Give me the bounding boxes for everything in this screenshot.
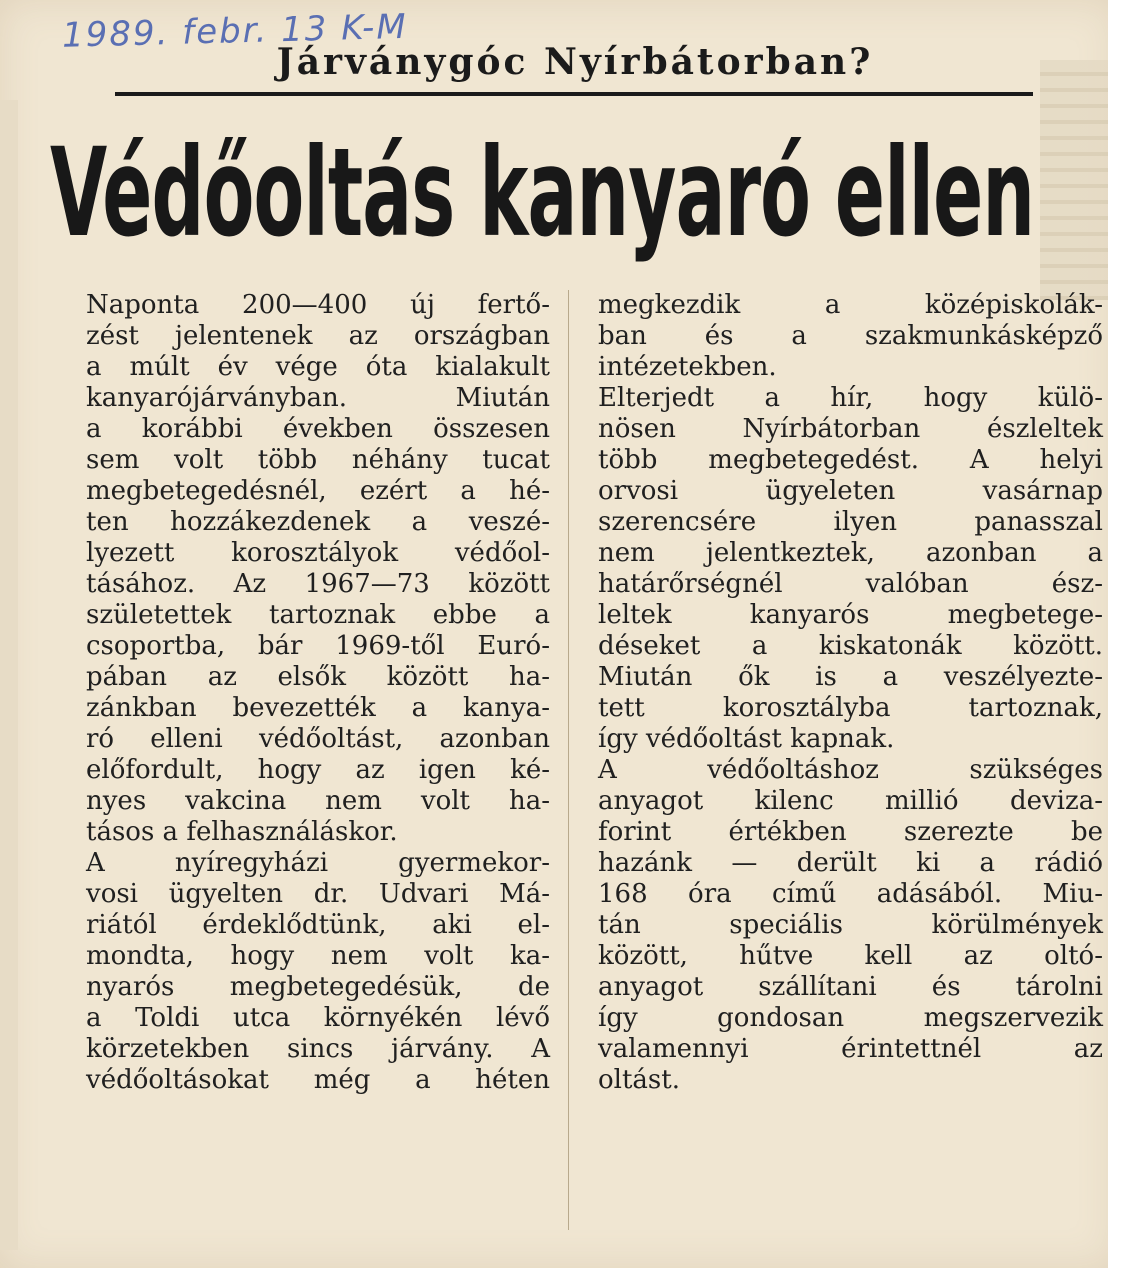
text-line: nyarós megbetegedésük, de bbox=[86, 972, 550, 1002]
text-line: tán speciális körülmények bbox=[598, 910, 1103, 940]
text-line: forint értékben szerezte be bbox=[598, 817, 1103, 847]
text-line: 168 óra című adásából. Miu- bbox=[598, 879, 1103, 909]
text-line: mondta, hogy nem volt ka- bbox=[86, 941, 550, 971]
text-line: intézetekben. bbox=[598, 352, 777, 382]
text-line: A nyíregyházi gyermekor- bbox=[86, 848, 550, 878]
article-column-right bbox=[598, 290, 1103, 1096]
text-line: tásához. Az 1967—73 között bbox=[86, 569, 550, 599]
text-line: így gondosan megszervezik bbox=[598, 1003, 1103, 1033]
text-line: a korábbi években összesen bbox=[86, 414, 550, 444]
text-line: Naponta 200—400 új fertő- bbox=[86, 290, 550, 320]
text-line: a múlt év vége óta kialakult bbox=[86, 352, 550, 382]
text-line: Elterjedt a hír, hogy külö- bbox=[598, 383, 1103, 413]
text-line: kanyarójárványban. Miután bbox=[86, 383, 550, 413]
text-line: szerencsére ilyen panasszal bbox=[598, 507, 1103, 537]
article-column-left bbox=[86, 290, 550, 1096]
text-line: nyes vakcina nem volt ha- bbox=[86, 786, 550, 816]
text-line: Miután ők is a veszélyezte- bbox=[598, 662, 1103, 692]
text-line: valamennyi érintettnél az bbox=[598, 1034, 1103, 1064]
text-line: anyagot szállítani és tárolni bbox=[598, 972, 1103, 1002]
text-line: között, hűtve kell az oltó- bbox=[598, 941, 1103, 971]
text-line: születettek tartoznak ebbe a bbox=[86, 600, 550, 630]
text-line: leltek kanyarós megbetege- bbox=[598, 600, 1103, 630]
text-line: tásos a felhasználáskor. bbox=[86, 817, 398, 847]
text-line: lyezett korosztályok védőol- bbox=[86, 538, 550, 568]
text-line: előfordult, hogy az igen ké- bbox=[86, 755, 550, 785]
column-divider bbox=[568, 290, 569, 1230]
text-line: anyagot kilenc millió deviza- bbox=[598, 786, 1103, 816]
text-line: zést jelentenek az országban bbox=[86, 321, 550, 351]
text-line: orvosi ügyeleten vasárnap bbox=[598, 476, 1103, 506]
text-line: nösen Nyírbátorban észleltek bbox=[598, 414, 1103, 444]
text-line: nem jelentkeztek, azonban a bbox=[598, 538, 1103, 568]
adjacent-column-bleed bbox=[0, 100, 18, 1250]
text-line: több megbetegedést. A helyi bbox=[598, 445, 1103, 475]
headline: Védőoltás kanyaró ellen bbox=[50, 121, 1035, 265]
text-line: déseket a kiskatonák között. bbox=[598, 631, 1103, 661]
text-line: így védőoltást kapnak. bbox=[598, 724, 895, 754]
text-line: ten hozzákezdenek a veszé- bbox=[86, 507, 550, 537]
text-line: tett korosztályba tartoznak, bbox=[598, 693, 1103, 723]
text-line: pában az elsők között ha- bbox=[86, 662, 550, 692]
text-line: hazánk — derült ki a rádió bbox=[598, 848, 1103, 878]
text-line: körzetekben sincs járvány. A bbox=[86, 1034, 550, 1064]
text-line: vosi ügyelten dr. Udvari Má- bbox=[86, 879, 550, 909]
text-line: sem volt több néhány tucat bbox=[86, 445, 550, 475]
text-line: a Toldi utca környékén lévő bbox=[86, 1003, 550, 1033]
scan-margin bbox=[1108, 0, 1137, 1282]
text-line: A védőoltáshoz szükséges bbox=[598, 755, 1103, 785]
text-line: csoportba, bár 1969-től Euró- bbox=[86, 631, 550, 661]
text-line: megbetegedésnél, ezért a hé- bbox=[86, 476, 550, 506]
text-line: riától érdeklődtünk, aki el- bbox=[86, 910, 550, 940]
adjacent-article-bleed bbox=[1040, 60, 1108, 300]
text-line: megkezdik a középiskolák- bbox=[598, 290, 1103, 320]
text-line: határőrségnél valóban ész- bbox=[598, 569, 1103, 599]
text-line: ban és a szakmunkásképző bbox=[598, 321, 1103, 351]
kicker-title: Járványgóc Nyírbátorban? bbox=[276, 41, 874, 83]
text-line: ró elleni védőoltást, azonban bbox=[86, 724, 550, 754]
handwritten-date-annotation: 1989. febr. 13 K-M bbox=[61, 6, 409, 56]
text-line: oltást. bbox=[598, 1065, 680, 1095]
text-line: védőoltásokat még a héten bbox=[86, 1065, 550, 1095]
text-line: zánkban bevezették a kanya- bbox=[86, 693, 550, 723]
